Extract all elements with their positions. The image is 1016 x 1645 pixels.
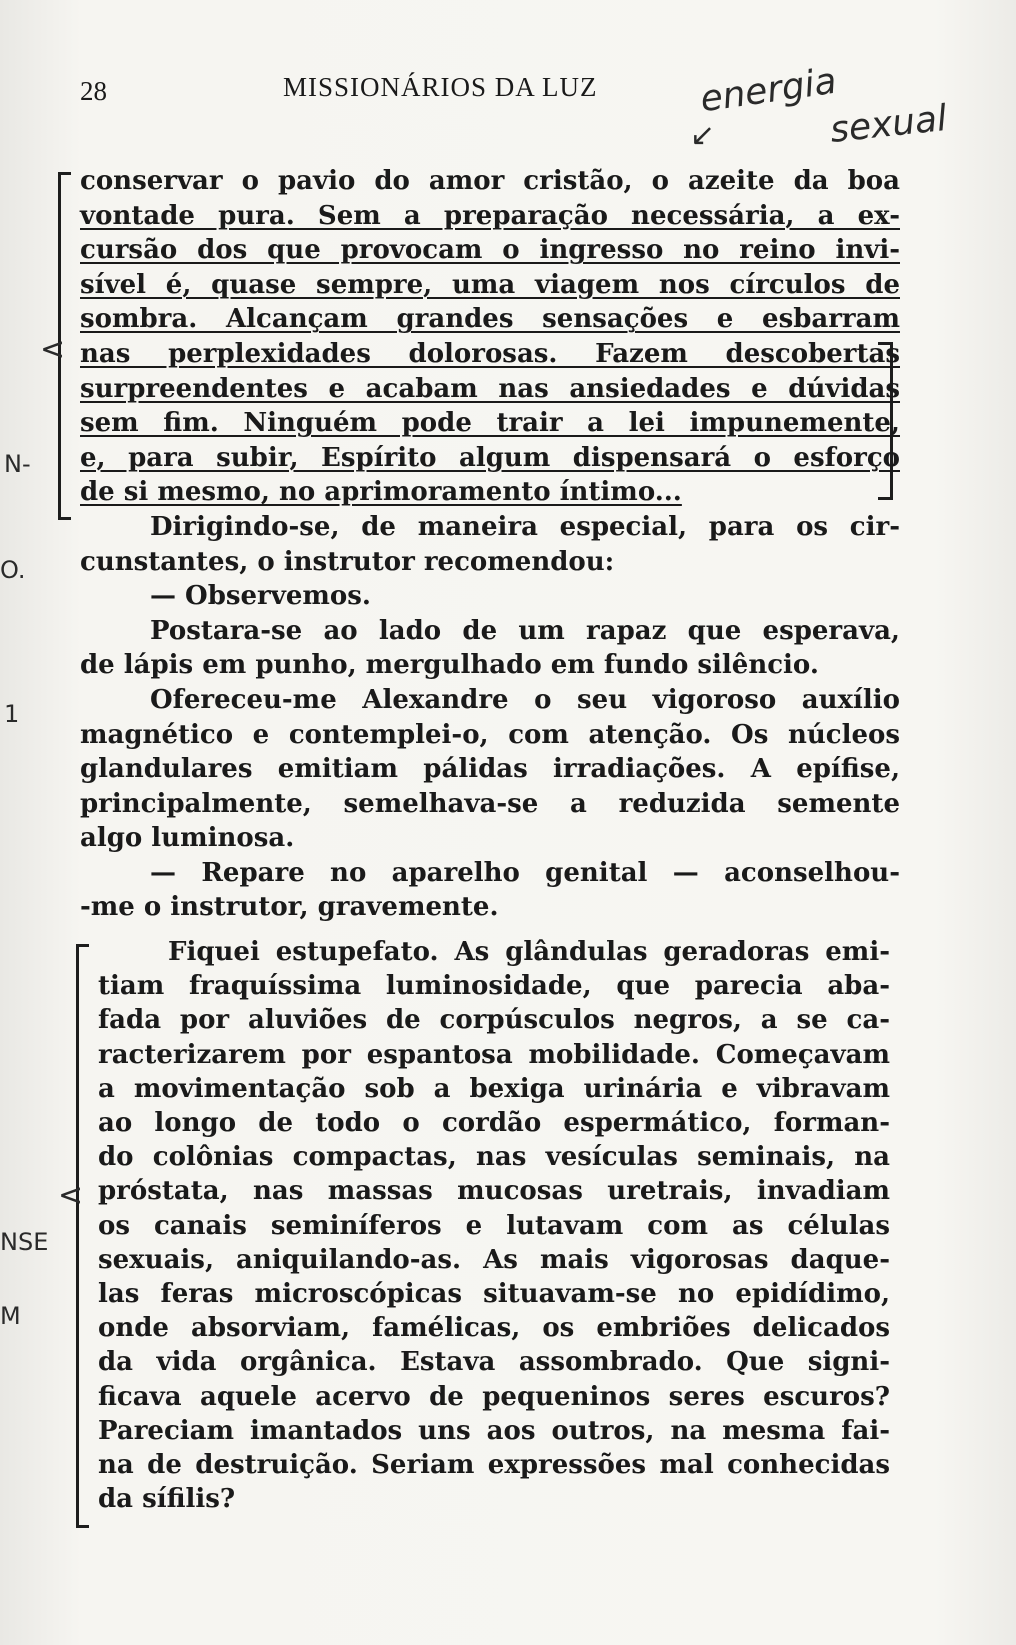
text-line: Dirigindo-se, de maneira especial, para os cir- [150, 511, 900, 542]
text-line: racterizarem por espantosa mobilidade. Começavam [98, 1039, 890, 1070]
paragraph-glandulas [98, 935, 890, 1516]
margin-note: O. [0, 556, 26, 584]
text-line: algo luminosa. [80, 823, 295, 854]
text-line: de lápis em punho, mergulhado em fundo silêncio. [80, 650, 819, 681]
text-line: magnético e contemplei-o, com atenção. Os núcleos [80, 719, 900, 750]
left-bracket-bottom [76, 944, 89, 1528]
text-line: sexuais, aniquilando-as. As mais vigorosas daque- [98, 1244, 890, 1275]
text-line: cursão dos que provocam o ingresso no reino invi- [80, 235, 900, 266]
text-line: ao longo de todo o cordão espermático, forman- [98, 1108, 890, 1139]
text-line: las feras microscópicas situavam-se no epidídimo, [98, 1279, 890, 1310]
text-line: conservar o pavio do amor cristão, o azeite da boa [80, 166, 900, 196]
text-line: e, para subir, Espírito algum dispensará o esforço [80, 442, 900, 473]
text-line: a movimentação sob a bexiga urinária e vibravam [98, 1073, 890, 1104]
text-line: os canais seminíferos e lutavam com as células [98, 1210, 890, 1241]
text-line: — Observemos. [150, 581, 371, 612]
text-line: surpreendentes e acabam nas ansiedades e dúvidas [80, 373, 900, 404]
margin-note: NSE [0, 1228, 49, 1256]
text-line: Fiquei estupefato. As glândulas geradoras emi- [168, 937, 890, 967]
text-line: na de destruição. Seriam expressões mal conhecidas [98, 1450, 890, 1481]
text-line: ficava aquele acervo de pequeninos seres escuros? [98, 1381, 890, 1412]
text-line: glandulares emitiam pálidas irradiações. A epífise, [80, 754, 900, 785]
text-line: da vida orgânica. Estava assombrado. Que signi- [98, 1347, 890, 1378]
text-line: vontade pura. Sem a preparação necessária, a ex- [80, 200, 900, 231]
text-line: do colônias compactas, nas vesículas seminais, na [98, 1142, 890, 1173]
text-line: sombra. Alcançam grandes sensações e esbarram [80, 304, 900, 335]
text-line: onde absorviam, famélicas, os embriões delicados [98, 1313, 890, 1344]
text-line: Ofereceu-me Alexandre o seu vigoroso auxílio [150, 684, 900, 715]
page-number: 28 [80, 76, 107, 106]
handwritten-note-energia: energia [697, 60, 840, 121]
text-line: — Repare no aparelho genital — aconselhou- [150, 857, 900, 888]
bracket-point-mark: < [58, 1178, 84, 1213]
text-line: fada por aluviões de corpúsculos negros, a se ca- [98, 1005, 890, 1036]
book-title: MISSIONÁRIOS DA LUZ [283, 72, 598, 102]
bracket-point-mark: < [40, 332, 66, 367]
text-line: da sífilis? [98, 1484, 236, 1515]
handwritten-arrow: ↙ [690, 118, 716, 153]
paragraph-continued [80, 164, 900, 925]
text-line: cunstantes, o instrutor recomendou: [80, 546, 615, 577]
text-line: de si mesmo, no aprimoramento íntimo... [80, 477, 682, 508]
text-line: sem fim. Ninguém pode trair a lei impunemente, [80, 408, 900, 439]
text-line: sível é, quase sempre, uma viagem nos círculos de [80, 269, 900, 300]
margin-note: M [0, 1302, 21, 1330]
text-line: Postara-se ao lado de um rapaz que esperava, [150, 615, 900, 646]
text-line: principalmente, semelhava-se a reduzida semente [80, 788, 900, 819]
text-line: próstata, nas massas mucosas uretrais, invadiam [98, 1176, 890, 1207]
margin-note: 1 [4, 700, 20, 728]
text-line: tiam fraquíssima luminosidade, que parecia aba- [98, 971, 890, 1002]
text-line: Pareciam imantados uns aos outros, na mesma fai- [98, 1415, 890, 1446]
margin-note: N- [4, 450, 31, 478]
text-line: nas perplexidades dolorosas. Fazem descobertas [80, 338, 900, 369]
handwritten-note-sexual: sexual [828, 97, 949, 152]
text-line: -me o instrutor, gravemente. [80, 892, 499, 923]
